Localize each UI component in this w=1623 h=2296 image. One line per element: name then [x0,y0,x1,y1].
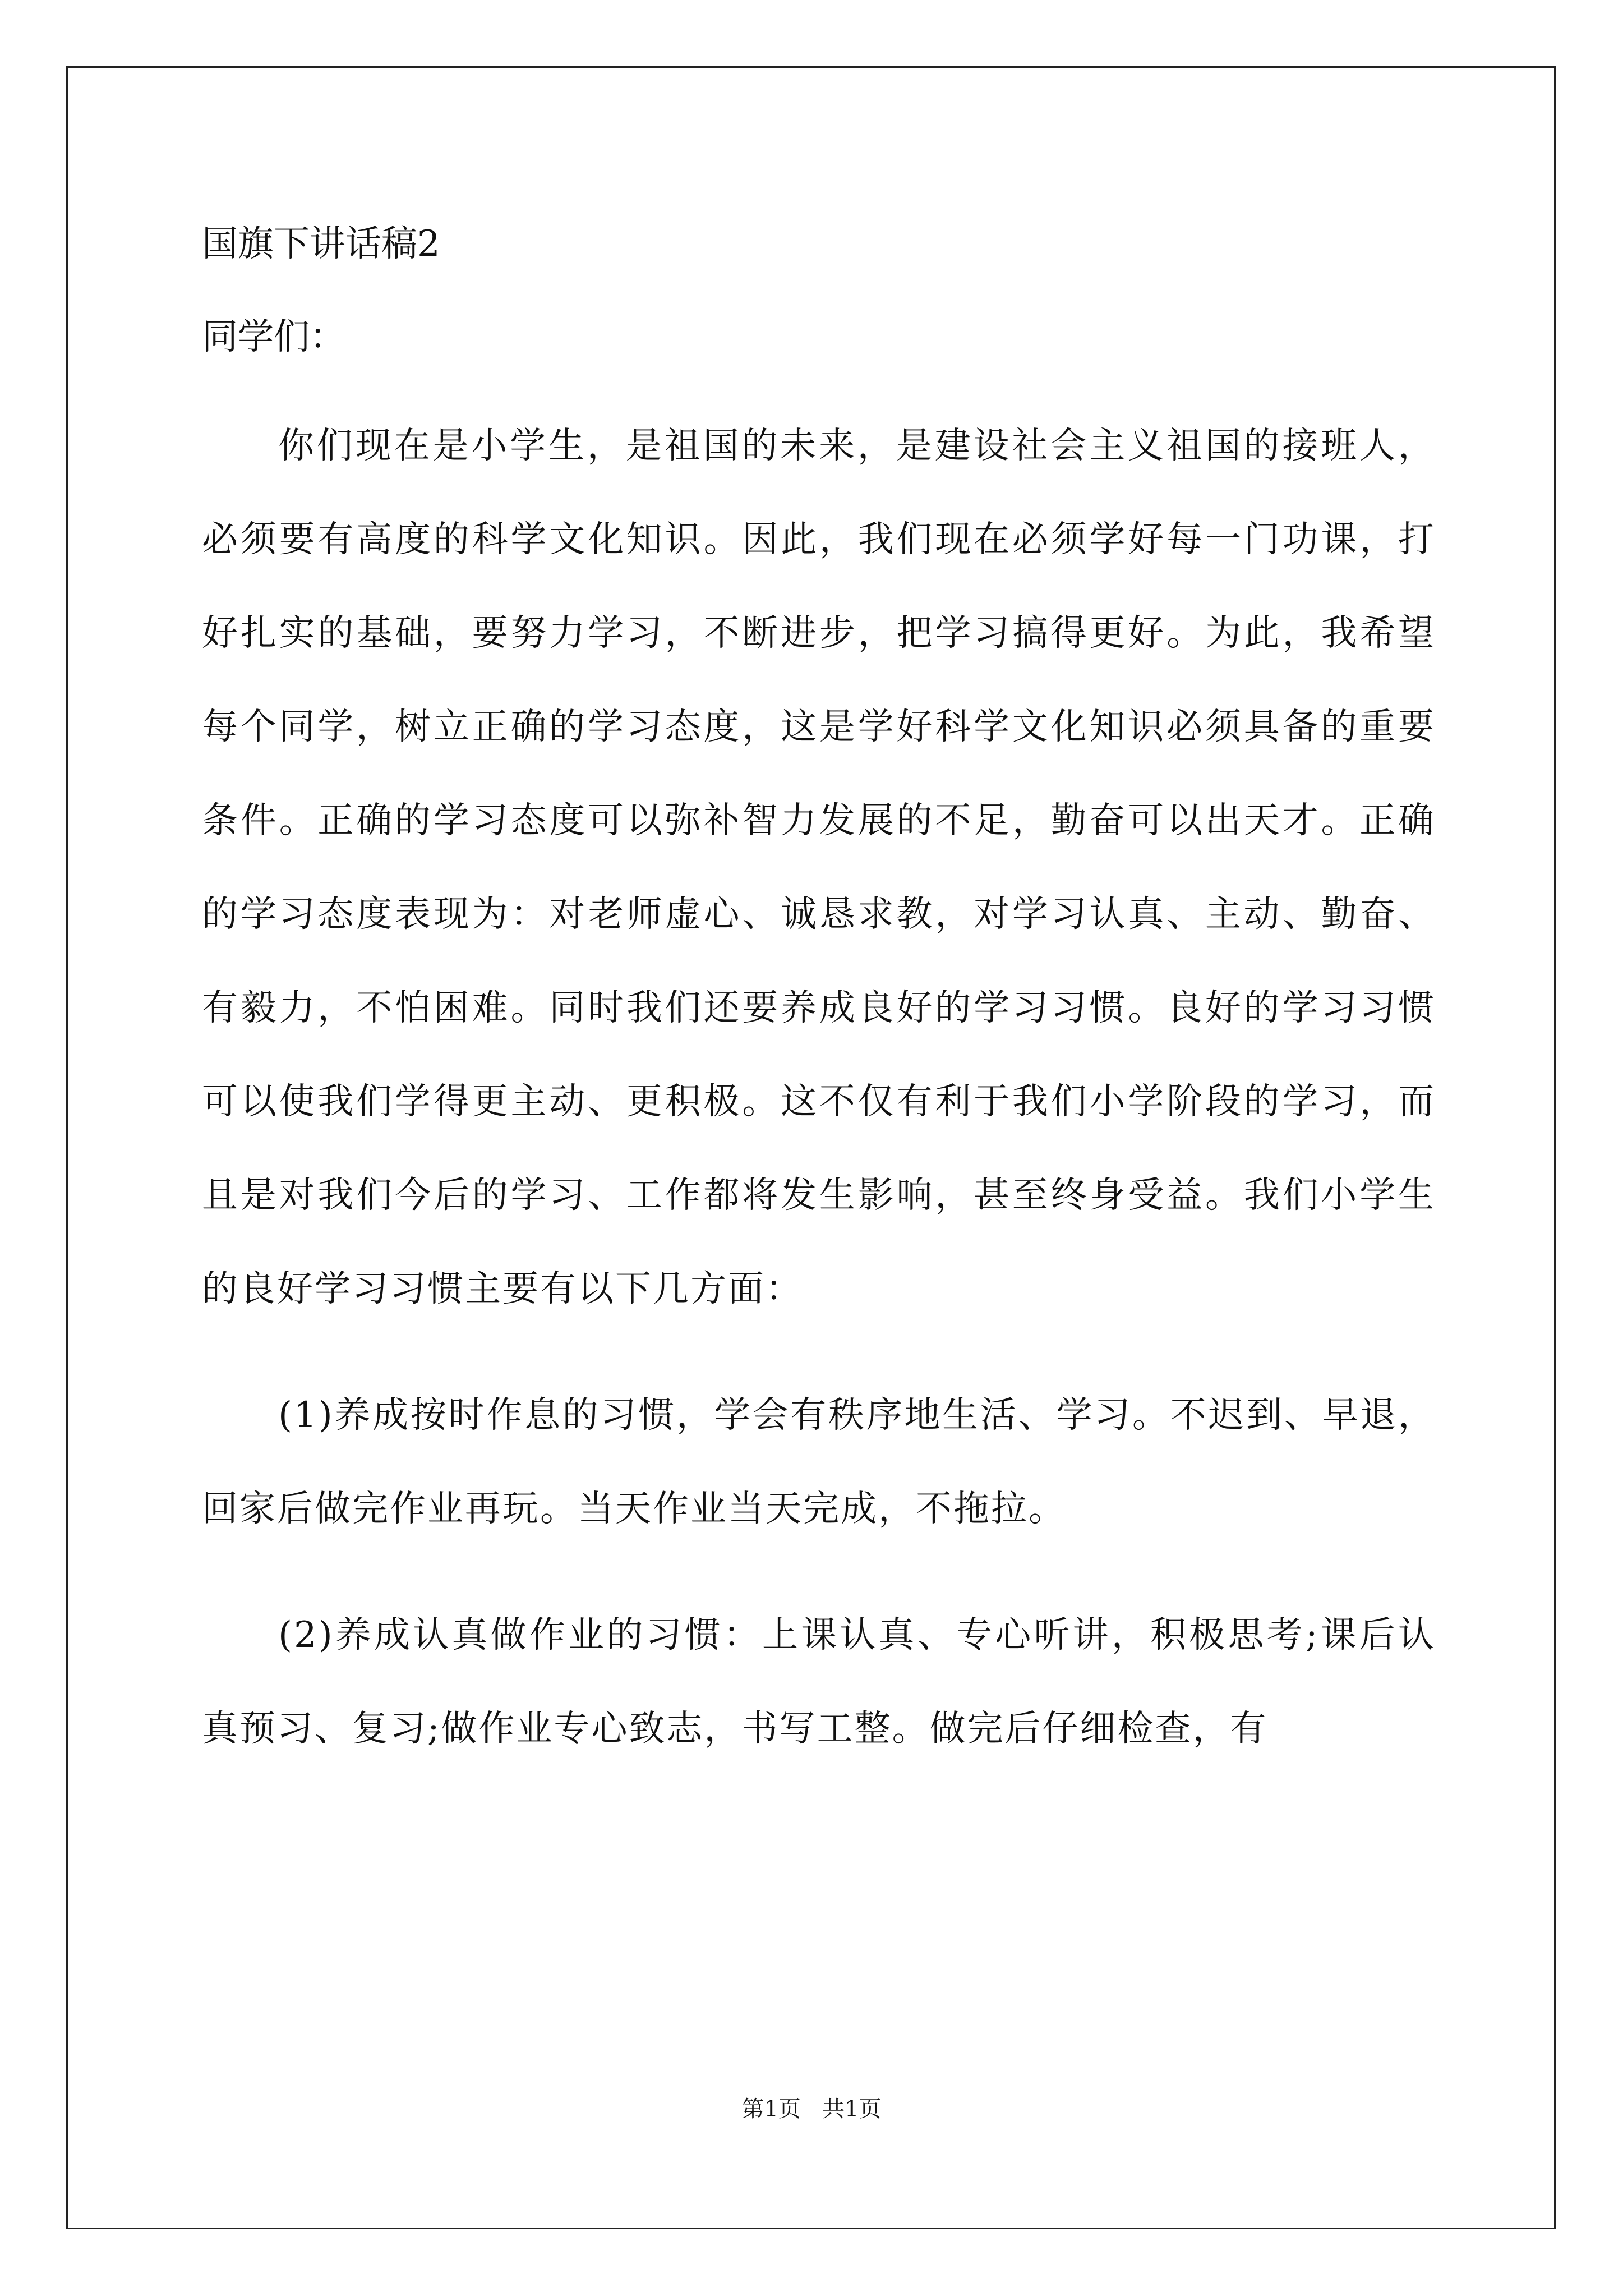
paragraph: 你们现在是小学生，是祖国的未来，是建设社会主义祖国的接班人，必须要有高度的科学文化知识。因此，我们现在必须学好每一门功课，打好扎实的基础，要努力学习，不断进步，把学习搞得更好。为此，我希望每个同学，树立正确的学习态度，这是学好科学文化知识必须具备的重要条件。正确的学习态度可以弥补智力发展的不足，勤奋可以出天才。正确的学习态度表现为：对老师虚心、诚恳求教，对学习认真、主动、勤奋、有毅力，不怕困难。同时我们还要养成良好的学习习惯。良好的学习习惯可以使我们学得更主动、更积极。这不仅有利于我们小学阶段的学习，而且是对我们今后的学习、工作都将发生影响，甚至终身受益。我们小学生的良好学习习惯主要有以下几方面： [202,425,1436,1310]
page-footer: 第1页 共1页 [741,2096,882,2122]
salutation: 同学们： [202,316,345,358]
document-title: 国旗下讲话稿2 [202,223,440,265]
paragraph: (2)养成认真做作业的习惯：上课认真、专心听讲，积极思考;课后认真预习、复习;做作业专心致志，书写工整。做完后仔细检查，有 [202,1614,1436,1750]
paragraph: (1)养成按时作息的习惯，学会有秩序地生活、学习。不迟到、早退，回家后做完作业再玩。当天作业当天完成，不拖拉。 [202,1395,1436,1530]
document-body [202,213,1436,1776]
